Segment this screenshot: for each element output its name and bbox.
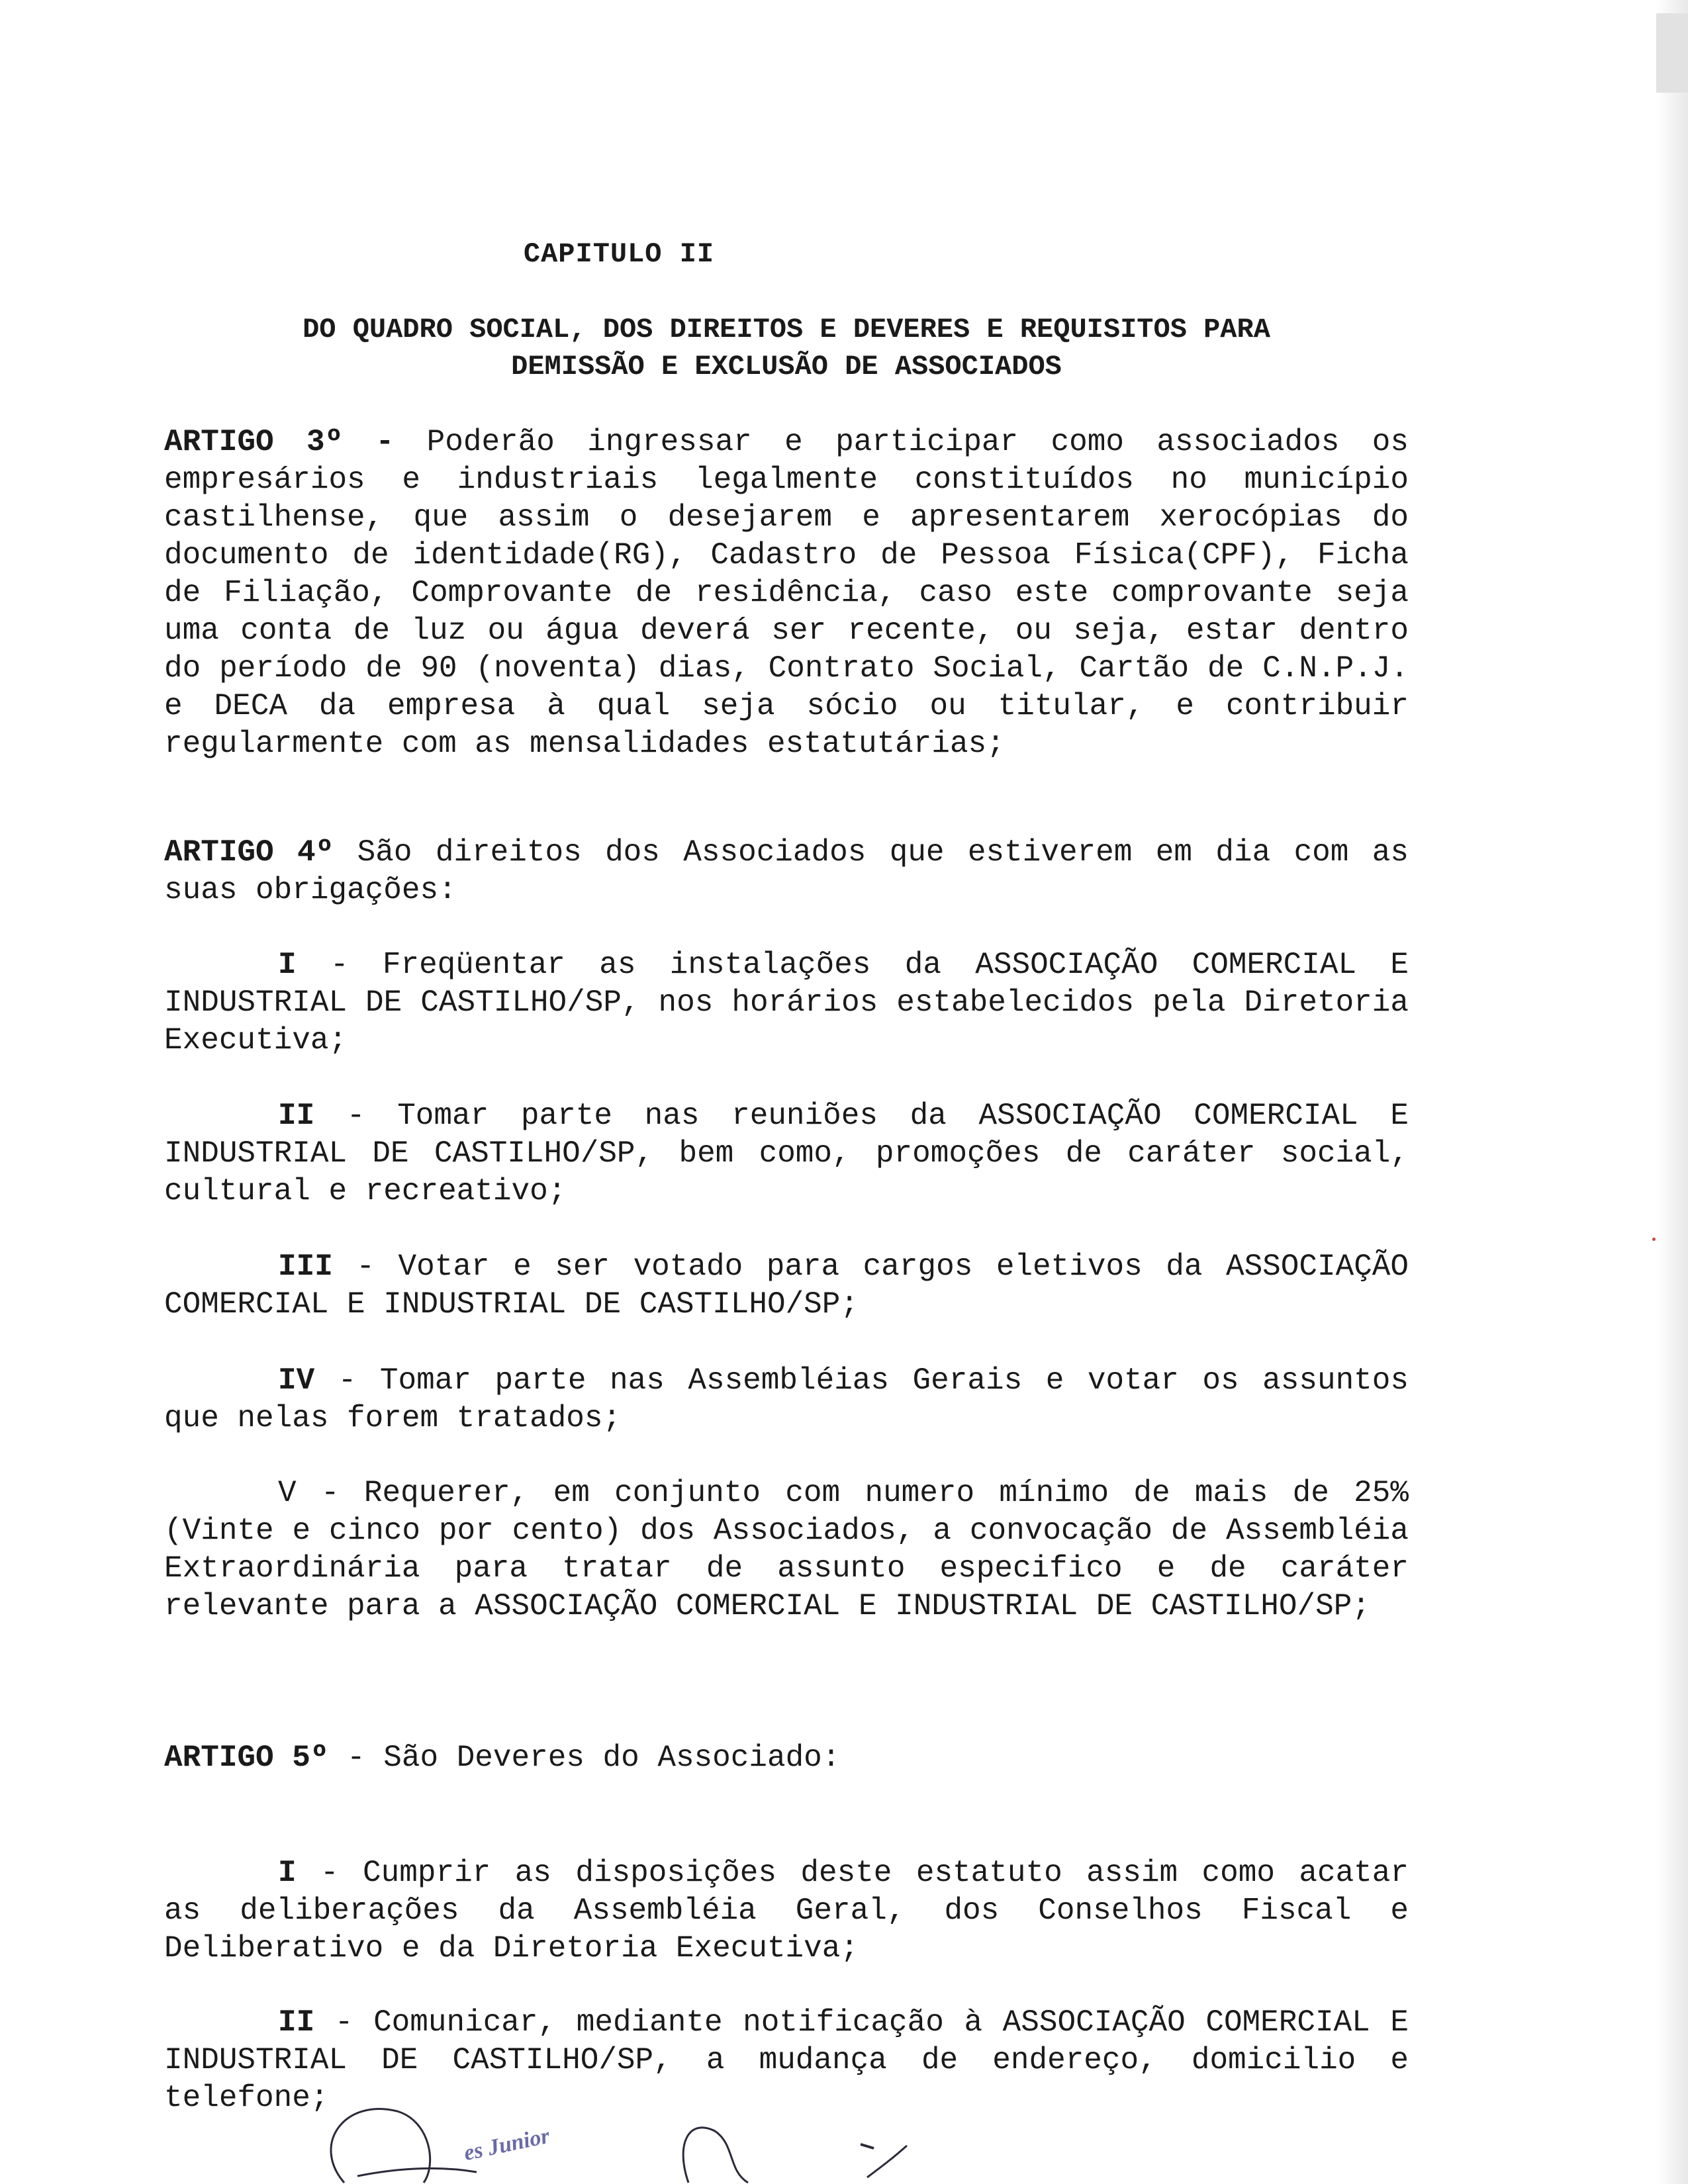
article-4 [164,834,1409,909]
article-4-label: ARTIGO 4º [164,835,334,870]
article-4-item-2 [164,1097,1409,1210]
stamp-text: es Junior [461,2123,552,2166]
item-text: - Cumprir as disposições deste estatuto assim como acatar as deliberações da Assembléia Geral, dos Conselhos Fiscal e Deliberativo e da Diretoria Executiva; [164,1856,1409,1966]
section-title-line-1: DO QUADRO SOCIAL, DOS DIREITOS E DEVERES E REQUISITOS PARA [303,314,1270,345]
item-text: - Tomar parte nas reuniões da ASSOCIAÇÃO COMERCIAL E INDUSTRIAL DE CASTILHO/SP, bem como, promoções de caráter social, cultural e recreativo; [164,1099,1409,1208]
article-3 [164,424,1409,763]
item-text: - Tomar parte nas Assembléias Gerais e votar os assuntos que nelas forem tratados; [164,1363,1409,1435]
article-4-item-4 [164,1362,1409,1437]
article-5 [164,1739,1409,1777]
item-text: - Comunicar, mediante notificação à ASSOCIAÇÃO COMERCIAL E INDUSTRIAL DE CASTILHO/SP, a mudança de endereço, domicilio e telefone; [164,2005,1409,2115]
chapter-heading: CAPITULO II [523,238,715,270]
ink-dot [1652,1238,1656,1241]
item-number: II [278,1099,315,1133]
item-number: I [278,948,297,982]
item-number: V [278,1476,297,1510]
item-number: II [278,2005,315,2040]
section-title-line-2: DEMISSÃO E EXCLUSÃO DE ASSOCIADOS [511,351,1062,383]
article-5-item-2 [164,2004,1409,2117]
article-4-text: São direitos dos Associados que estiverem em dia com as suas obrigações: [164,835,1409,907]
item-number: III [278,1250,333,1284]
section-title [164,311,1409,385]
article-5-text: - São Deveres do Associado: [347,1741,841,1775]
article-4-item-3 [164,1248,1409,1324]
article-5-item-1 [164,1854,1409,1968]
scan-edge-shadow [1656,0,1688,2184]
item-number: IV [278,1363,315,1398]
article-5-label: ARTIGO 5º [164,1741,329,1775]
article-3-text: Poderão ingressar e participar como associados os empresários e industriais legalmente constituídos no município castilhense, que assim o desejarem e apresentarem xerocópias do documento de identidade(RG), Cadastro de Pessoa Física(CPF), Ficha de Filiação, Comprovante de residência, caso este comprovante seja uma conta de luz ou água deverá ser recente, ou seja, estar dentro do período de 90 (noventa) dias, Contrato Social, Cartão de C.N.P.J. e DECA da empresa à qual seja sócio ou titular, e contribuir regularmente com as mensalidades estatutárias; [164,425,1409,761]
item-number: I [278,1856,297,1890]
item-text: - Freqüentar as instalações da ASSOCIAÇÃO COMERCIAL E INDUSTRIAL DE CASTILHO/SP, nos horários estabelecidos pela Diretoria Executiva; [164,948,1409,1058]
article-4-item-5 [164,1475,1409,1625]
scan-edge-mark [1656,13,1688,93]
signature-marks [0,2105,1688,2184]
item-text: - Votar e ser votado para cargos eletivos da ASSOCIAÇÃO COMERCIAL E INDUSTRIAL DE CASTILHO/SP; [164,1250,1409,1322]
article-4-item-1 [164,946,1409,1060]
article-3-label: ARTIGO 3º - [164,425,395,459]
item-text: - Requerer, em conjunto com numero mínimo de mais de 25%(Vinte e cinco por cento) dos Associados, a convocação de Assembléia Extraordinária para tratar de assunto especifico e de caráter relevante para a ASSOCIAÇÃO COMERCIAL E INDUSTRIAL DE CASTILHO/SP; [164,1476,1409,1623]
